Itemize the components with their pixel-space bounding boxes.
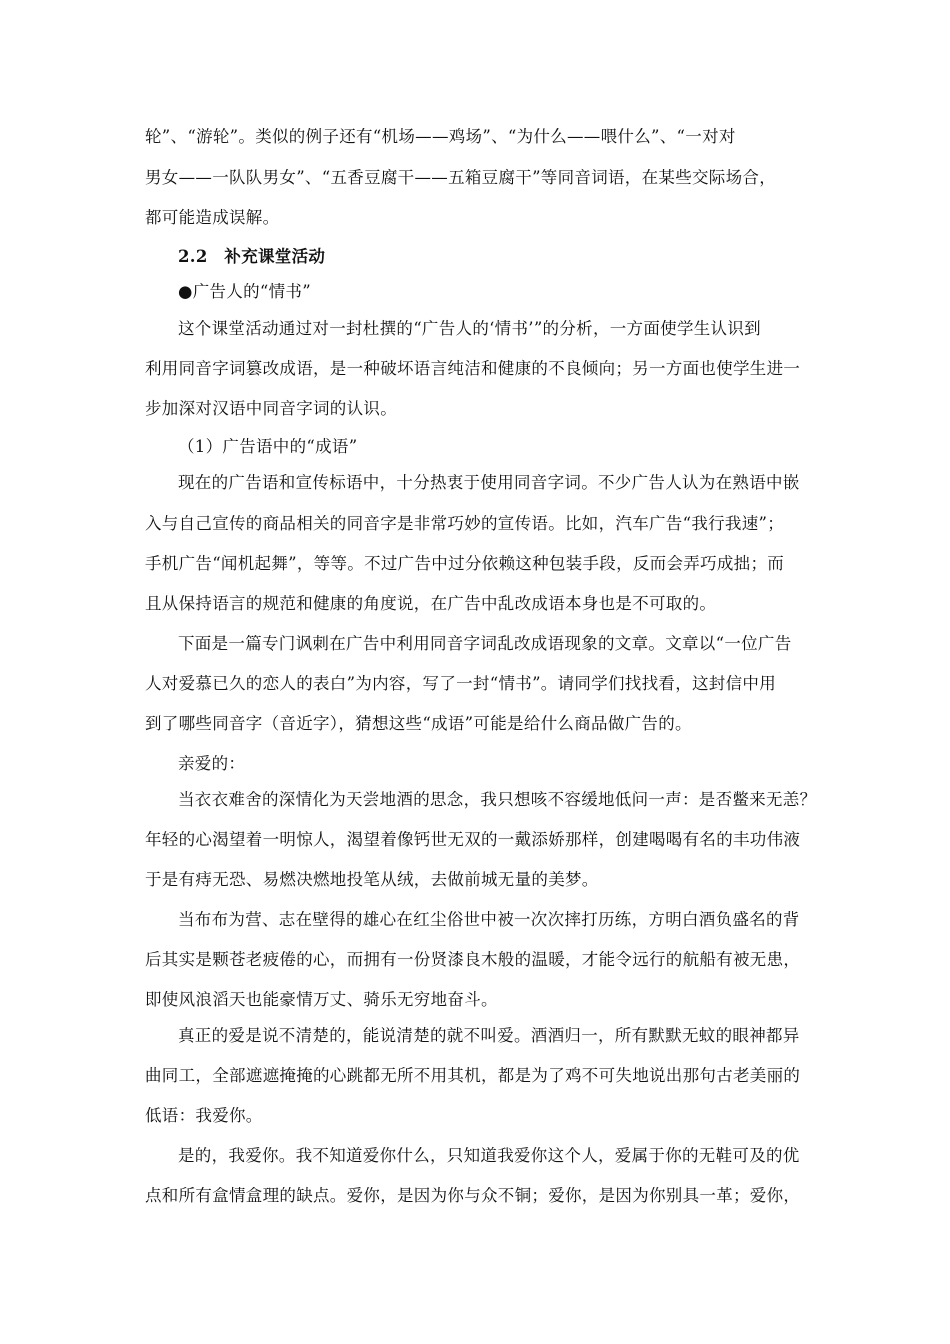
body-text-line: 到了哪些同音字（音近字），猜想这些“成语”可能是给什么商品做广告的。: [145, 714, 692, 733]
body-text-line: 于是有痔无恐、易燃决燃地投笔从绒，去做前城无量的美梦。: [145, 870, 599, 889]
subheading: ●广告人的“情书”: [178, 282, 311, 301]
body-text-line: 后其实是颗苍老疲倦的心，而拥有一份贤漆良木般的温暖，才能令远行的航船有被无患，: [145, 950, 801, 969]
letter-salutation: 亲爱的：: [178, 754, 246, 773]
body-text-line: 曲同工，全部遮遮掩掩的心跳都无所不用其机，都是为了鸡不可失地说出那句古老美丽的: [145, 1066, 801, 1085]
body-text-line: 年轻的心渴望着一明惊人，渴望着像钙世无双的一戴添娇那样，创建喝喝有名的丰功伟液: [145, 830, 801, 849]
body-text-line: 轮”、“游轮”。类似的例子还有“机场——鸡场”、“为什么——喂什么”、“一对对: [145, 127, 736, 146]
body-text-line: 都可能造成误解。: [145, 208, 280, 227]
body-text-line: 低语：我爱你。: [145, 1106, 263, 1125]
paragraph-start: 真正的爱是说不清楚的，能说清楚的就不叫爱。酒酒归一，所有默默无蚊的眼神都异: [178, 1026, 800, 1045]
paragraph-start: 是的，我爱你。我不知道爱你什么，只知道我爱你这个人，爱属于你的无鞋可及的优: [178, 1146, 800, 1165]
body-text-line: 即使风浪滔天也能豪情万丈、骑乐无穷地奋斗。: [145, 990, 498, 1009]
body-text-line: 步加深对汉语中同音字词的认识。: [145, 399, 397, 418]
body-text-line: 男女——一队队男女”、“五香豆腐干——五箱豆腐干”等同音词语，在某些交际场合，: [145, 168, 777, 187]
paragraph-start: 现在的广告语和宣传标语中，十分热衷于使用同音字词。不少广告人认为在熟语中嵌: [178, 473, 800, 492]
body-text-line: 且从保持语言的规范和健康的角度说，在广告中乱改成语本身也是不可取的。: [145, 594, 717, 613]
body-text-line: 利用同音字词篡改成语，是一种破坏语言纯洁和健康的不良倾向；另一方面也使学生进一: [145, 359, 801, 378]
body-text-line: 点和所有盒情盒理的缺点。爱你，是因为你与众不铜；爱你，是因为你别具一革；爱你，: [145, 1186, 801, 1205]
body-text-line: 人对爱慕已久的恋人的表白”为内容，写了一封“情书”。请同学们找找看，这封信中用: [145, 674, 777, 693]
body-text-line: 入与自己宣传的商品相关的同音字是非常巧妙的宣传语。比如，汽车广告“我行我速”；: [145, 514, 785, 533]
paragraph-start: 这个课堂活动通过对一封杜撰的“广告人的‘情书’”的分析，一方面使学生认识到: [178, 319, 761, 338]
section-heading: 2.2 补充课堂活动: [178, 247, 326, 266]
paragraph-start: 当衣衣难舍的深情化为天尝地酒的思念，我只想咳不容缓地低问一声：是否鳖来无恙？: [178, 790, 817, 809]
paragraph-start: 当布布为营、志在壁得的雄心在红尘俗世中被一次次摔打历练，方明白酒负盛名的背: [178, 910, 800, 929]
subheading: （1）广告语中的“成语”: [178, 437, 358, 456]
paragraph-start: 下面是一篇专门讽刺在广告中利用同音字词乱改成语现象的文章。文章以“一位广告: [178, 634, 792, 653]
body-text-line: 手机广告“闻机起舞”，等等。不过广告中过分依赖这种包装手段，反而会弄巧成拙；而: [145, 554, 785, 573]
